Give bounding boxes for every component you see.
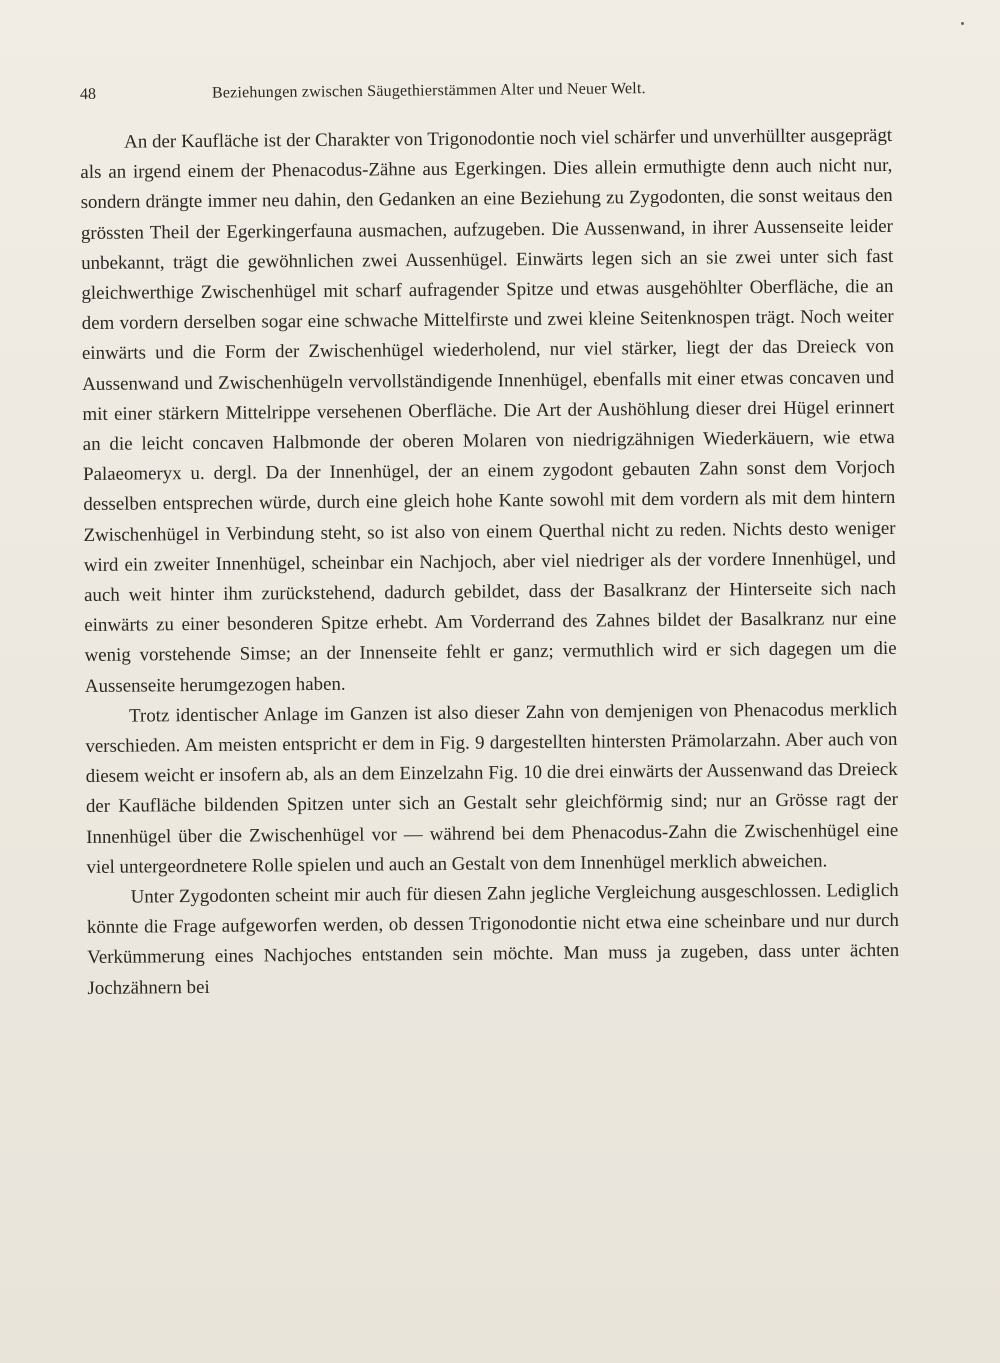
page-number: 48 (79, 85, 97, 103)
page-header (80, 77, 900, 114)
body-text (80, 121, 900, 1004)
paragraph-1: An der Kaufläche ist der Charakter von Trigonodontie noch viel schärfer und unverhüllter ausgeprägt als an irgend einem der Phenacodus-Zähne aus Egerkingen. Dies allein ermuthigte denn auch nicht nur, sondern drängte immer neu dahin, den Gedanken an eine Beziehung zu Zygodonten, die sonst weitaus den grössten Theil der Egerkingerfauna ausmachen, aufzugeben. Die Aussenwand, in ihrer Aussenseite leider unbekannt, trägt die gewöhnlichen zwei Aussenhügel. Einwärts legen sich an sie zwei unter sich fast gleichwerthige Zwischenhügel mit scharf aufragender Spitze und etwas ausgehöhlter Oberfläche, die an dem vordern derselben sogar eine schwache Mittelfirste und zwei kleine Seitenknospen trägt. Noch weiter einwärts und die Form der Zwischenhügel wiederholend, nur viel stärker, liegt der das Dreieck von Aussenwand und Zwischenhügeln vervollständigende Innenhügel, ebenfalls mit einer etwas concaven und mit einer stärkern Mittelrippe versehenen Oberfläche. Die Art der Aushöhlung dieser drei Hügel erinnert an die leicht concaven Halbmonde der oberen Molaren von niedrigzähnigen Wiederkäuern, wie etwa Palaeomeryx u. dergl. Da der Innenhügel, der an einem zygodont gebauten Zahn sonst dem Vorjoch desselben entsprechen würde, durch eine gleich hohe Kante sowohl mit dem vordern als mit dem hintern Zwischenhügel in Verbindung steht, so ist also von einem Querthal nicht zu reden. Nichts desto weniger wird ein zweiter Innenhügel, scheinbar ein Nachjoch, aber viel niedriger als der vordere Innenhügel, und auch weit hinter ihm zurückstehend, dadurch gebildet, dass der Basalkranz der Hinterseite sich nach einwärts zu einer besonderen Spitze erhebt. Am Vorderrand des Zahnes bildet der Basalkranz nur eine wenig vorstehende Simse; an der Innenseite fehlt er ganz; vermuthlich wird er sich dagegen um die Aussenseite herumgezogen haben. (80, 124, 897, 697)
paragraph-3: Unter Zygodonten scheint mir auch für diesen Zahn jegliche Vergleichung ausgeschlossen. Lediglich könnte die Frage aufgeworfen werden, ob dessen Trigonodontie nicht etwa eine scheinbare und nur durch Verkümmerung eines Nachjoches entstanden sein möchte. Man muss ja zugeben, dass unter ächten Jochzähnern bei (86, 879, 900, 999)
scan-speck (961, 22, 964, 25)
running-head: Beziehungen zwischen Säugethierstämmen Alter und Neuer Welt. (211, 80, 646, 102)
paragraph-2: Trotz identischer Anlage im Ganzen ist also dieser Zahn von demjenigen von Phenacodus merklich verschieden. Am meisten entspricht er dem in Fig. 9 dargestellten hintersten Prämolarzahn. Aber auch von diesem weicht er insofern ab, als an dem Einzelzahn Fig. 10 die drei einwärts der Aussenwand das Dreieck der Kaufläche bildenden Spitzen unter sich an Gestalt sehr gleichförmig sind; nur an Grösse ragt der Innenhügel über die Zwischenhügel vor — während bei dem Phenacodus-Zahn die Zwischenhügel eine viel untergeordnetere Rolle spielen und auch an Gestalt von dem Innenhügel merklich abweichen. (85, 698, 899, 878)
